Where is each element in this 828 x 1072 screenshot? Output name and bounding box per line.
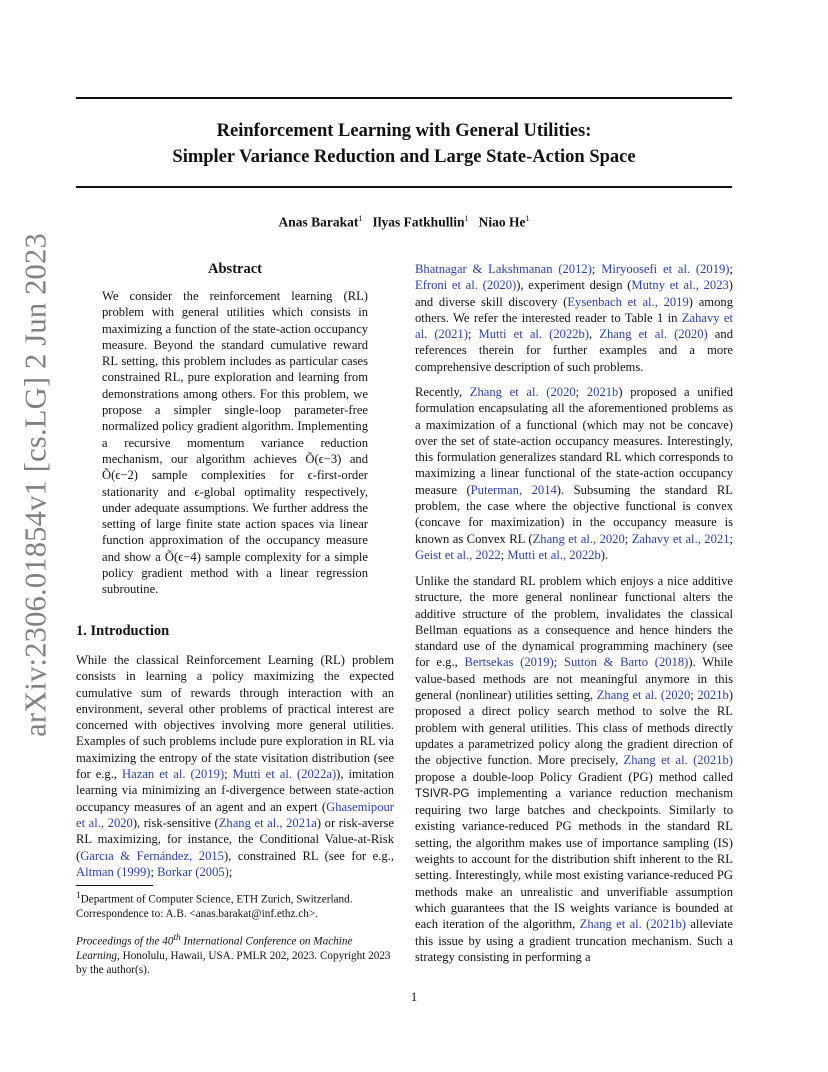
citation-link[interactable]: Mutti et al. (2022a) <box>232 767 337 782</box>
footnote-affiliation: Department of Computer Science, ETH Zurich, Switzerland. <box>80 893 353 906</box>
text-run: ), imitation learning via minimizing an f-divergence between state-action occupancy measures of an agent and an expert ( <box>76 767 394 814</box>
citation-link[interactable]: Zhang et al. (2021b) <box>623 753 733 768</box>
citation-link[interactable]: Zahavy et al., 2021 <box>631 531 730 546</box>
proceedings-ordinal: th <box>173 933 181 943</box>
text-run: ), risk-sensitive ( <box>132 815 219 830</box>
footnote-mark: 1 <box>76 891 81 901</box>
text-run: , <box>589 327 600 342</box>
text-run: ) proposed a direct policy search method to solve the RL problem with general utilities. This class of methods directly updates a parametrized policy along the gradient direction of the objective function. More precisely, <box>415 688 734 768</box>
author-affil: 1 <box>358 214 363 223</box>
text-run: ; <box>690 688 698 703</box>
text-run: ; <box>500 547 508 562</box>
text-run: ; <box>553 655 564 670</box>
citation-link[interactable]: Mutti et al., 2022b <box>507 547 601 562</box>
citation-link[interactable]: Zhang et al. (2021b) <box>579 917 687 932</box>
citation-link[interactable]: Geist et al., 2022 <box>415 547 501 562</box>
citation-link[interactable]: Mutny et al., 2023 <box>631 278 729 293</box>
text-run: ). <box>600 547 609 562</box>
text-run: and references therein for further examples and a more comprehensive description of such problems. <box>415 327 733 374</box>
right-paragraph-2 <box>415 573 733 965</box>
citation-link[interactable]: 2021b <box>586 385 619 399</box>
author-name: Anas Barakat <box>278 214 359 230</box>
text-run: ; <box>729 262 733 276</box>
author-name: Niao He <box>478 214 526 230</box>
proceedings-venue-b: International Conference on Machine Learning <box>76 935 353 962</box>
text-run: ) among others. We refer the interested reader to Table 1 in <box>415 294 733 325</box>
text-run: implementing a variance reduction mechanism requiring two large batches and checkpoints. Similarly to existing variance-reduced PG methods in the standard RL setting, the algorithm makes use of importance sampling (IS) weights to account for the distribution shift inherent to the RL setting. Interestingly, while most existing variance-reduced PG methods make an unrealistic and unverifiable assumption which guarantees that the IS weights variance is bounded at each iteration of the algorithm, <box>415 785 733 932</box>
author-name: Ilyas Fatkhullin <box>372 214 465 230</box>
author-affil: 1 <box>525 214 530 223</box>
author-list <box>76 214 732 231</box>
right-paragraph-1 <box>415 384 733 563</box>
text-run: ). Subsuming the standard RL problem, the case where the objective functional is convex (concave for maximization) in the occupancy measure is known as Convex RL ( <box>415 482 733 546</box>
text-run: ) or risk-averse RL maximizing, for instance, the Conditional Value-at-Risk ( <box>76 815 395 863</box>
text-run: ; <box>150 864 158 879</box>
text-run: propose a double-loop Policy Gradient (PG) method called <box>415 769 733 784</box>
footnote-rule <box>76 885 153 886</box>
citation-link[interactable]: Zhang et al., 2020 <box>532 531 625 546</box>
proceedings-details: , Honolulu, Hawaii, USA. PMLR 202, 2023. Copyright 2023 by the author(s). <box>76 949 391 976</box>
page-number: 1 <box>410 990 418 1004</box>
citation-link[interactable]: Zahavy et al. (2021) <box>415 310 734 342</box>
citation-link[interactable]: Mutti et al. (2022b) <box>478 327 590 342</box>
footnote <box>76 889 396 921</box>
text-run: While the classical Reinforcement Learning (RL) problem consists in learning a policy maximizing the expected cumulative sum of rewards through interaction with an environment, several other problems of practical interest are concerned with objectives involving more general utilities. Examples of such problems include pure exploration in RL via maximizing the entropy of the state visitation distribution (see for e.g., <box>76 653 394 782</box>
citation-link[interactable]: Ghasemipour et al., 2020 <box>76 799 394 830</box>
arxiv-id: arXiv:2306.01854v1 [cs.LG] 2 Jun 2023 <box>18 233 53 737</box>
text-run: Unlike the standard RL problem which enjoys a nice additive structure, the more general nonlinear functional alters the additive structure of the problem, invalidates the classical Bellman equations as a consequence and hence hinders the standard use of the dynamical programming machinery (see for e.g., <box>415 574 733 670</box>
right-paragraph-0 <box>415 261 733 375</box>
section-heading: 1. Introduction <box>76 623 170 639</box>
text-run: ; <box>467 327 479 342</box>
citation-link[interactable]: Miryoosefi et al. (2019) <box>601 262 730 276</box>
text-run: ), experiment design ( <box>516 278 632 293</box>
text-run: alleviate this issue by using a gradient truncation mechanism. Such a strategy consisting in performing a <box>415 917 733 964</box>
title-line-1: Reinforcement Learning with General Utilities: <box>216 121 592 141</box>
citation-link[interactable]: Garcıa & Fernández, 2015 <box>80 848 224 863</box>
title-rule-bottom <box>76 186 732 188</box>
citation-link[interactable]: Bertsekas (2019) <box>464 655 554 670</box>
citation-link[interactable]: Bhatnagar & Lakshmanan (2012) <box>415 262 592 276</box>
abstract-text: We consider the reinforcement learning (RL) problem with general utilities which consists in maximizing a function of the state-action occupancy measure. Beyond the standard cumulative reward RL setting, this problem includes as particular cases constrained RL, pure exploration and learning from demonstrations among others. For this problem, we propose a simpler single-loop parameter-free normalized policy gradient algorithm. Implementing a recursive momentum variance reduction mechanism, our algorithm achieves Õ(ϵ−3) and Õ(ϵ−2) sample complexities for ϵ-first-order stationarity and ϵ-global optimality respectively, under adequate assumptions. We further address the setting of large finite state action spaces via linear function approximation of the occupancy measure and show a Õ(ϵ−4) sample complexity for a simple policy gradient method with a linear regression subroutine. <box>102 289 368 597</box>
text-run: ; <box>228 864 233 879</box>
text-run: ) and diverse skill discovery ( <box>415 278 733 309</box>
citation-link[interactable]: Zhang et al. (2020 <box>469 385 576 399</box>
proceedings-venue-a: Proceedings of the 40 <box>76 935 174 948</box>
citation-link[interactable]: Zhang et al., 2021a <box>218 815 317 830</box>
abstract-heading: Abstract <box>208 261 262 277</box>
citation-link[interactable]: Puterman, 2014 <box>470 482 557 497</box>
method-name: TSIVR-PG <box>415 787 470 800</box>
text-run: ; <box>624 531 632 546</box>
text-run: ), constrained RL (see for e.g., <box>223 848 394 863</box>
intro-paragraph-1 <box>76 652 394 880</box>
citation-link[interactable]: Altman (1999) <box>76 864 151 879</box>
citation-link[interactable]: Sutton & Barto (2018) <box>563 655 689 670</box>
arxiv-stamp <box>16 233 56 737</box>
text-run: ; <box>729 531 733 546</box>
citation-link[interactable]: Borkar (2005) <box>157 864 229 879</box>
text-run: ) proposed a unified formulation encapsulating all the aforementioned problems as a maximization of a functional (which may not be concave) over the set of state-action occupancy measures. Interestingly, this formulation generalizes standard RL which corresponds to maximizing a linear functional of the state-action occupancy measure ( <box>415 385 733 497</box>
title-rule-top <box>76 97 732 99</box>
text-run: ; <box>591 262 602 276</box>
footnote-correspondence: Correspondence to: A.B. <anas.barakat@inf.ethz.ch>. <box>76 907 318 920</box>
title-line-2: Simpler Variance Reduction and Large State-Action Space <box>172 147 636 167</box>
text-run: ; <box>575 385 587 399</box>
citation-link[interactable]: 2021b <box>697 688 729 703</box>
citation-link[interactable]: Efroni et al. (2020) <box>415 278 517 293</box>
citation-link[interactable]: Zhang et al. (2020 <box>596 688 691 703</box>
text-run: ). While value-based methods are not meaningful anymore in this general (nonlinear) utilities setting, <box>415 655 733 703</box>
citation-link[interactable]: Eysenbach et al., 2019 <box>567 294 689 309</box>
paper-title <box>76 118 732 170</box>
text-run: ; <box>224 767 233 782</box>
citation-link[interactable]: Hazan et al. (2019) <box>122 767 225 782</box>
citation-link[interactable]: Zhang et al. (2020) <box>599 327 708 342</box>
text-run: Recently, <box>415 385 470 399</box>
proceedings-note <box>76 931 396 977</box>
author-affil: 1 <box>464 214 469 223</box>
